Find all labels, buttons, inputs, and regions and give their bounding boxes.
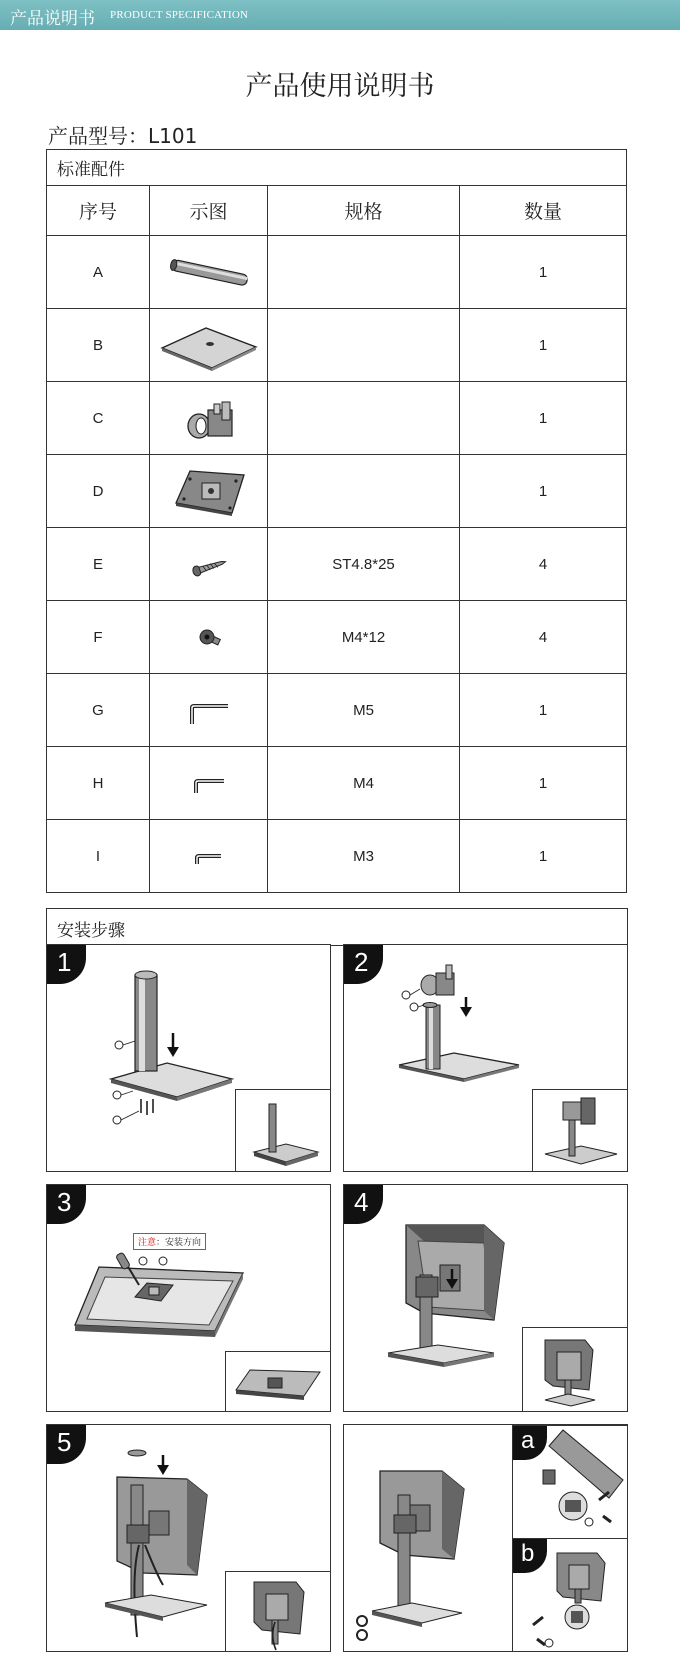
clamp-icon — [150, 382, 268, 455]
part-qty: 1 — [460, 236, 627, 309]
part-spec: ST4.8*25 — [268, 528, 460, 601]
part-qty: 1 — [460, 382, 627, 455]
part-id: F — [47, 601, 150, 674]
step-5-inset — [225, 1571, 331, 1652]
part-spec: M4 — [268, 747, 460, 820]
part-id: I — [47, 820, 150, 893]
step-3-inset — [225, 1351, 331, 1412]
step-4-inset — [522, 1327, 628, 1412]
table-row — [47, 747, 627, 820]
step-6b-inset — [512, 1538, 628, 1652]
note-label: 注意 — [138, 1238, 157, 1248]
part-qty: 1 — [460, 309, 627, 382]
step-6-panel — [343, 1424, 628, 1652]
header-category-en: PRODUCT SPECIFICATION — [110, 9, 249, 21]
table-row — [47, 382, 627, 455]
model-number: 产品型号：L101 — [48, 124, 198, 148]
table-row — [47, 455, 627, 528]
step-3-badge: 3 — [46, 1184, 86, 1224]
part-spec — [268, 382, 460, 455]
note-text: 安装方向 — [165, 1238, 202, 1248]
table-row — [47, 528, 627, 601]
step-6a-inset — [512, 1425, 628, 1540]
rod-icon — [150, 236, 268, 309]
step-1-inset — [235, 1089, 331, 1172]
orientation-note — [133, 1233, 206, 1250]
step-4-badge: 4 — [343, 1184, 383, 1224]
step-2-inset — [532, 1089, 628, 1172]
base-plate-icon — [150, 309, 268, 382]
parts-table-caption: 标准配件 — [47, 150, 627, 186]
part-qty: 1 — [460, 747, 627, 820]
step-1-badge: 1 — [46, 944, 86, 984]
parts-table — [46, 149, 627, 893]
part-spec: M5 — [268, 674, 460, 747]
column-header: 示图 — [150, 186, 268, 236]
part-spec — [268, 309, 460, 382]
step-2-badge: 2 — [343, 944, 383, 984]
step-6a-badge: a — [513, 1426, 547, 1460]
step-3-panel — [46, 1184, 331, 1412]
hex-key-small-icon — [150, 820, 268, 893]
table-row — [47, 236, 627, 309]
header-bar — [0, 0, 680, 30]
part-id: E — [47, 528, 150, 601]
table-row — [47, 674, 627, 747]
hex-key-large-icon — [150, 674, 268, 747]
vesa-plate-icon — [150, 455, 268, 528]
install-steps-heading — [46, 908, 628, 946]
column-header: 数量 — [460, 186, 627, 236]
table-row — [47, 820, 627, 893]
step-2-panel — [343, 944, 628, 1172]
step-4-panel — [343, 1184, 628, 1412]
step-5-badge: 5 — [46, 1424, 86, 1464]
note-separator: ： — [156, 1238, 166, 1248]
table-row — [47, 309, 627, 382]
part-id: H — [47, 747, 150, 820]
hex-key-medium-icon — [150, 747, 268, 820]
column-header: 规格 — [268, 186, 460, 236]
wood-screw-icon — [150, 528, 268, 601]
part-id: C — [47, 382, 150, 455]
part-id: D — [47, 455, 150, 528]
part-spec: M4*12 — [268, 601, 460, 674]
step-6b-badge: b — [513, 1539, 547, 1573]
part-id: B — [47, 309, 150, 382]
part-qty: 1 — [460, 455, 627, 528]
header-category-cn: 产品说明书 — [10, 9, 95, 29]
part-qty: 1 — [460, 820, 627, 893]
part-qty: 1 — [460, 674, 627, 747]
step-5-panel — [46, 1424, 331, 1652]
install-steps-caption: 安装步骤 — [57, 921, 125, 941]
part-qty: 4 — [460, 601, 627, 674]
part-spec: M3 — [268, 820, 460, 893]
machine-screw-icon — [150, 601, 268, 674]
page-title: 产品使用说明书 — [245, 71, 435, 102]
part-spec — [268, 455, 460, 528]
step-1-panel — [46, 944, 331, 1172]
column-header: 序号 — [47, 186, 150, 236]
table-row — [47, 601, 627, 674]
part-qty: 4 — [460, 528, 627, 601]
part-id: A — [47, 236, 150, 309]
part-spec — [268, 236, 460, 309]
part-id: G — [47, 674, 150, 747]
